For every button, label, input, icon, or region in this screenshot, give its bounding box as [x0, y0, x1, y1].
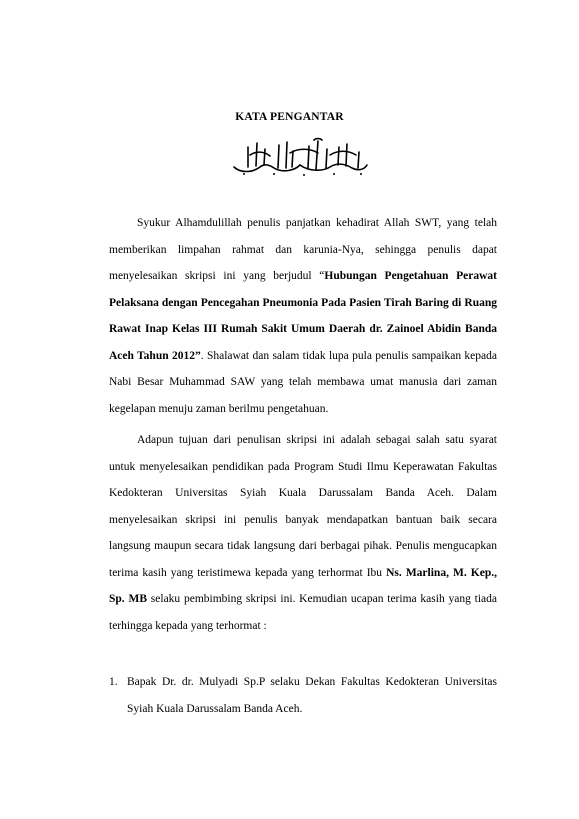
- paragraph: [109, 210, 497, 422]
- list-item-text: Bapak Dr. dr. Mulyadi Sp.P selaku Dekan Fakultas Kedokteran Universitas Syiah Kuala Darussalam Banda Aceh.: [127, 676, 497, 715]
- paragraph-text: selaku pembimbing skripsi ini. Kemudian ucapan terima kasih yang tiada terhingga kepada yang terhormat :: [109, 593, 497, 632]
- list-item: [109, 669, 497, 722]
- bismillah-calligraphy-image: [230, 137, 370, 179]
- thesis-title: Hubungan Pengetahuan Perawat Pelaksana dengan Pencegahan Pneumonia Pada Pasien Tirah Baring di Ruang Rawat Inap Kelas III Rumah Sakit Umum Daerah dr. Zainoel Abidin Banda Aceh Tahun 2012”: [109, 270, 498, 362]
- page-title: KATA PENGANTAR: [235, 111, 344, 123]
- supervisor-name: Ns. Marlina, M. Kep., Sp. MB: [109, 566, 497, 605]
- paragraph: [109, 427, 497, 639]
- acknowledgement-list: [109, 669, 497, 722]
- paragraph-text: Adapun tujuan dari penulisan skripsi ini adalah sebagai salah satu syarat untuk menyelesaikan pendidikan pada Program Studi Ilmu Keperawatan Fakultas Kedokteran Universitas Syiah Kuala Darussalam Banda Aceh. Dalam menyelesaikan skripsi ini penulis banyak mendapatkan bantuan baik secara langsung maupun secara tidak langsung dari berbagai pihak. Penulis mengucapkan terima kasih yang teristimewa kepada yang terhormat Ibu: [109, 434, 497, 579]
- body-text: [109, 210, 497, 644]
- paragraph-text: Syukur Alhamdulillah penulis panjatkan kehadirat Allah SWT, yang telah memberikan limpahan rahmat dan karunia-Nya, sehingga penulis dapat menyelesaikan skripsi ini yang berjudul “: [109, 217, 497, 282]
- paragraph-text: . Shalawat dan salam tidak lupa pula penulis sampaikan kepada Nabi Besar Muhammad SAW yang telah membawa umat manusia dari zaman kegelapan menuju zaman berilmu pengetahuan.: [109, 349, 497, 415]
- list-item-number: 1.: [109, 676, 118, 688]
